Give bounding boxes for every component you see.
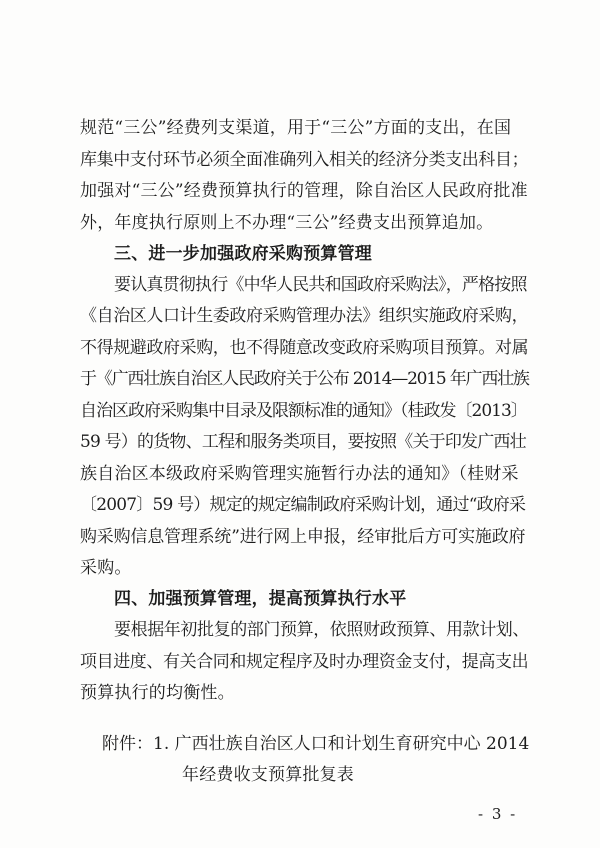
section-heading-3: 三、进一步加强政府采购预算管理 [114, 244, 372, 264]
paragraph-1-line-3: 加强对“三公”经费预算执行的管理，除自治区人民政府批准 [80, 181, 528, 201]
paragraph-2-line-4: 于《广西壮族自治区人民政府关于公布 2014—2015 年广西壮族 [80, 369, 529, 389]
section-heading-4: 四、加强预算管理，提高预算执行水平 [114, 589, 407, 609]
paragraph-1-line-4: 外，年度执行原则上不办理“三公”经费支出预算追加。 [80, 213, 494, 233]
paragraph-2-line-9: 购采购信息管理系统”进行网上申报，经审批后方可实施政府 [80, 527, 526, 547]
paragraph-1-line-1: 规范“三公”经费列支渠道，用于“三公”方面的支出，在国 [80, 118, 512, 138]
paragraph-2-line-7: 族自治区本级政府采购管理实施暂行办法的通知》（桂财采 [80, 464, 519, 484]
paragraph-2-line-5: 自治区政府采购集中目录及限额标准的通知》（桂政发〔2013〕 [80, 401, 527, 421]
paragraph-3-line-1: 要根据年初批复的部门预算，依照财政预算、用款计划、 [114, 620, 529, 640]
paragraph-2-line-10: 采购。 [80, 558, 132, 578]
paragraph-1-line-2: 库集中支付环节必须全面准确列入相关的经济分类支出科目； [80, 150, 529, 170]
paragraph-2-line-6: 59 号）的货物、工程和服务类项目，要按照《关于印发广西壮 [80, 432, 526, 452]
page-number: - 3 - [478, 805, 518, 823]
paragraph-2-line-2: 《自治区人口计生委政府采购管理办法》组织实施政府采购， [80, 306, 529, 326]
attachment-line-2: 年经费收支预算批复表 [182, 765, 354, 785]
paragraph-2-line-3: 不得规避政府采购，也不得随意改变政府采购项目预算。对属 [80, 338, 529, 358]
paragraph-3-line-3: 预算执行的均衡性。 [80, 683, 235, 703]
paragraph-3-line-2: 项目进度、有关合同和规定程序及时办理资金支付，提高支出 [80, 652, 529, 672]
paragraph-2-line-8: 〔2007〕59 号）规定的规定编制政府采购计划，通过“政府采 [80, 495, 526, 515]
paragraph-2-line-1: 要认真贯彻执行《中华人民共和国政府采购法》，严格按照 [114, 275, 527, 295]
attachment-line-1: 附件：1. 广西壮族自治区人口和计划生育研究中心 2014 [102, 734, 530, 754]
